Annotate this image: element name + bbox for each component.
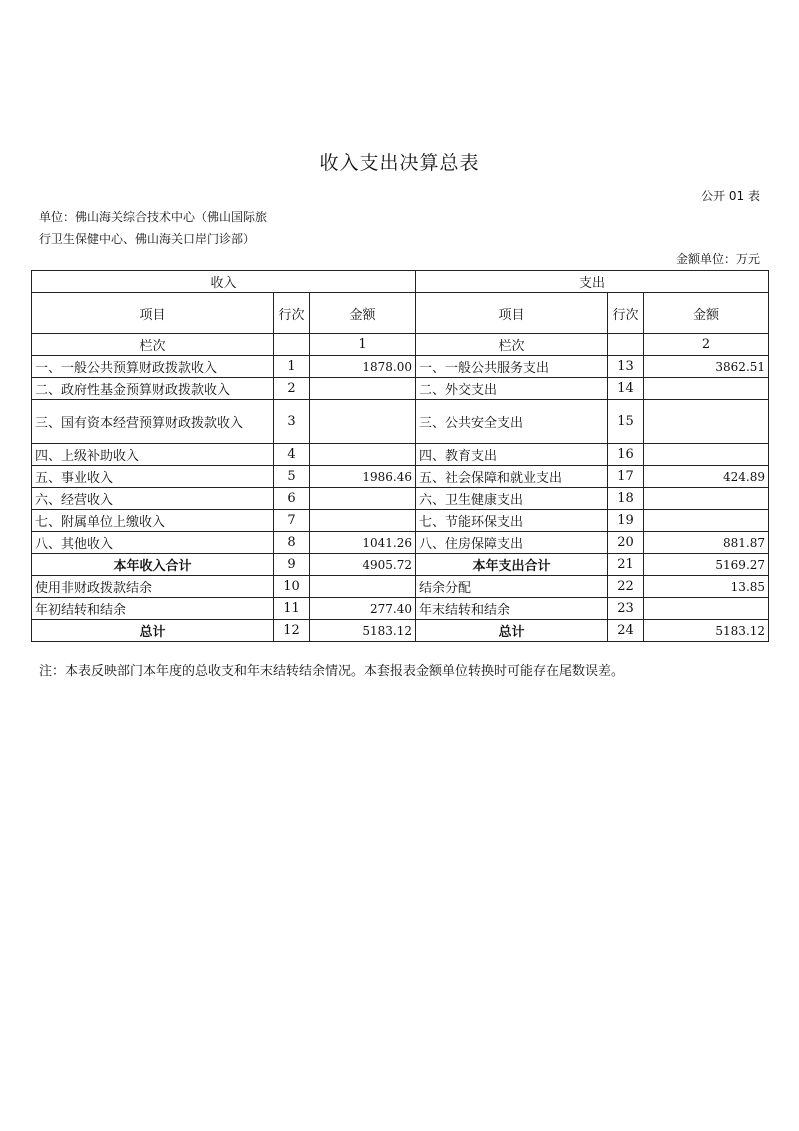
expense-amount-cell: 881.87 [644, 532, 769, 554]
expense-amount-cell [644, 598, 769, 620]
expense-item-cell: 二、外交支出 [416, 378, 608, 400]
expense-col-index: 2 [644, 334, 769, 356]
income-amount-cell: 4905.72 [310, 554, 416, 576]
expense-item-header: 项目 [416, 293, 608, 334]
expense-amount-cell: 5169.27 [644, 554, 769, 576]
expense-header: 支出 [416, 271, 769, 293]
income-item-cell: 总计 [32, 620, 274, 642]
expense-amount-cell [644, 510, 769, 532]
expense-item-cell: 结余分配 [416, 576, 608, 598]
income-item-cell: 八、其他收入 [32, 532, 274, 554]
table-row [32, 444, 769, 466]
expense-amount-cell [644, 378, 769, 400]
expense-amount-cell: 5183.12 [644, 620, 769, 642]
income-line-cell: 6 [274, 488, 310, 510]
expense-line-cell: 16 [608, 444, 644, 466]
income-amount-cell: 1986.46 [310, 466, 416, 488]
income-amount-cell [310, 510, 416, 532]
expense-amount-header: 金额 [644, 293, 769, 334]
income-amount-cell: 277.40 [310, 598, 416, 620]
income-item-header: 项目 [32, 293, 274, 334]
expense-item-cell: 五、社会保障和就业支出 [416, 466, 608, 488]
expense-amount-cell: 3862.51 [644, 356, 769, 378]
expense-line-cell: 24 [608, 620, 644, 642]
expense-line-cell: 17 [608, 466, 644, 488]
table-row [32, 554, 769, 576]
expense-line-cell: 15 [608, 400, 644, 444]
expense-amount-cell: 424.89 [644, 466, 769, 488]
income-amount-cell: 1878.00 [310, 356, 416, 378]
expense-item-cell: 一、一般公共服务支出 [416, 356, 608, 378]
income-item-cell: 七、附属单位上缴收入 [32, 510, 274, 532]
expense-line-header: 行次 [608, 293, 644, 334]
income-item-cell: 使用非财政拨款结余 [32, 576, 274, 598]
expense-line-cell: 14 [608, 378, 644, 400]
income-amount-cell [310, 444, 416, 466]
expense-line-cell: 21 [608, 554, 644, 576]
table-row [32, 378, 769, 400]
expense-item-cell: 四、教育支出 [416, 444, 608, 466]
expense-line-cell: 18 [608, 488, 644, 510]
income-amount-header: 金额 [310, 293, 416, 334]
income-item-cell: 六、经营收入 [32, 488, 274, 510]
income-line-cell: 9 [274, 554, 310, 576]
expense-line-cell: 19 [608, 510, 644, 532]
income-line-cell: 12 [274, 620, 310, 642]
expense-amount-cell [644, 400, 769, 444]
income-item-cell: 四、上级补助收入 [32, 444, 274, 466]
income-line-cell: 8 [274, 532, 310, 554]
table-row [32, 466, 769, 488]
income-item-cell: 五、事业收入 [32, 466, 274, 488]
income-header: 收入 [32, 271, 416, 293]
income-line-header: 行次 [274, 293, 310, 334]
empty-cell [274, 334, 310, 356]
income-item-cell: 二、政府性基金预算财政拨款收入 [32, 378, 274, 400]
income-amount-cell: 5183.12 [310, 620, 416, 642]
expense-item-cell: 本年支出合计 [416, 554, 608, 576]
income-amount-cell [310, 488, 416, 510]
income-line-cell: 4 [274, 444, 310, 466]
expense-line-cell: 20 [608, 532, 644, 554]
table-row [32, 400, 769, 444]
page-title: 收入支出决算总表 [319, 152, 480, 174]
column-header-row [32, 293, 769, 334]
income-line-cell: 10 [274, 576, 310, 598]
section-header-row [32, 271, 769, 293]
table-row [32, 356, 769, 378]
table-row [32, 488, 769, 510]
table-row [32, 510, 769, 532]
income-line-cell: 7 [274, 510, 310, 532]
expense-amount-cell [644, 488, 769, 510]
summary-table [31, 270, 769, 642]
income-amount-cell [310, 400, 416, 444]
income-amount-cell [310, 378, 416, 400]
money-unit: 金额单位：万元 [675, 252, 760, 266]
income-amount-cell: 1041.26 [310, 532, 416, 554]
income-item-cell: 本年收入合计 [32, 554, 274, 576]
table-row [32, 576, 769, 598]
reporting-unit: 单位：佛山海关综合技术中心（佛山国际旅行卫生保健中心、佛山海关口岸门诊部） [39, 210, 268, 246]
form-number: 公开 01 表 [701, 189, 760, 203]
expense-item-cell: 总计 [416, 620, 608, 642]
column-index-row [32, 334, 769, 356]
income-item-cell: 三、国有资本经营预算财政拨款收入 [32, 400, 274, 444]
expense-col-label: 栏次 [416, 334, 608, 356]
expense-item-cell: 三、公共安全支出 [416, 400, 608, 444]
expense-amount-cell: 13.85 [644, 576, 769, 598]
expense-item-cell: 八、住房保障支出 [416, 532, 608, 554]
expense-item-cell: 年末结转和结余 [416, 598, 608, 620]
income-line-cell: 3 [274, 400, 310, 444]
expense-amount-cell [644, 444, 769, 466]
income-col-index: 1 [310, 334, 416, 356]
table-row [32, 620, 769, 642]
expense-line-cell: 13 [608, 356, 644, 378]
expense-line-cell: 22 [608, 576, 644, 598]
expense-line-cell: 23 [608, 598, 644, 620]
expense-item-cell: 七、节能环保支出 [416, 510, 608, 532]
income-line-cell: 5 [274, 466, 310, 488]
income-line-cell: 11 [274, 598, 310, 620]
income-line-cell: 1 [274, 356, 310, 378]
income-item-cell: 年初结转和结余 [32, 598, 274, 620]
table-row [32, 532, 769, 554]
income-item-cell: 一、一般公共预算财政拨款收入 [32, 356, 274, 378]
empty-cell [608, 334, 644, 356]
income-col-label: 栏次 [32, 334, 274, 356]
expense-item-cell: 六、卫生健康支出 [416, 488, 608, 510]
table-row [32, 598, 769, 620]
footnote: 注：本表反映部门本年度的总收支和年末结转结余情况。本套报表金额单位转换时可能存在尾数误差。 [39, 664, 625, 679]
income-amount-cell [310, 576, 416, 598]
income-line-cell: 2 [274, 378, 310, 400]
